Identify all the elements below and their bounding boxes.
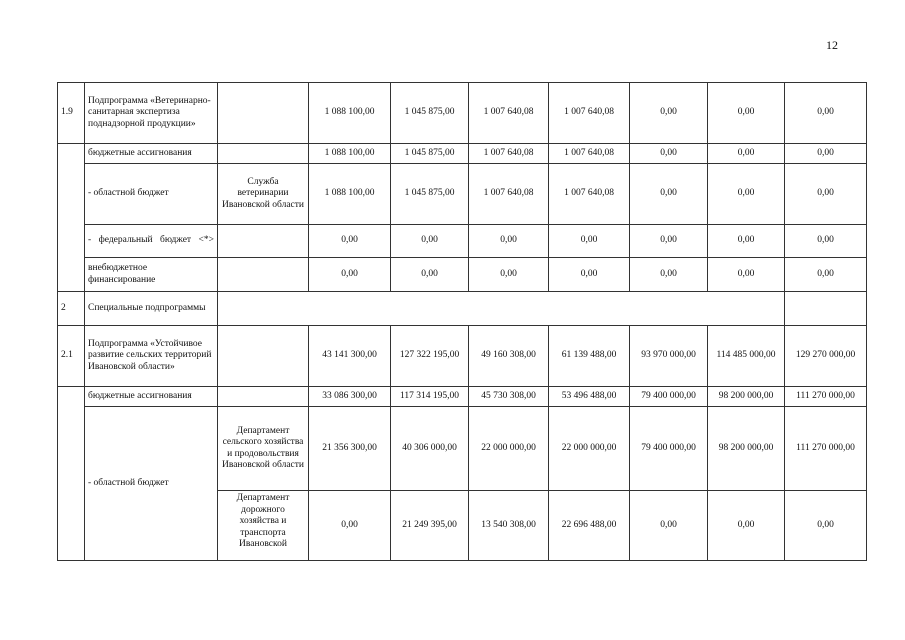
value-cell: 98 200 000,00	[708, 407, 785, 491]
table-row	[58, 164, 867, 225]
budget-table	[57, 82, 867, 561]
value-cell: 1 007 640,08	[549, 164, 630, 225]
row-name: - областной бюджет	[85, 164, 218, 225]
value-cell: 0,00	[309, 491, 391, 561]
value-cell: 1 007 640,08	[549, 144, 630, 164]
executor-text: Департамент дорожного хозяйства и транспорта Ивановской	[236, 493, 290, 549]
value-cell: 45 730 308,00	[469, 387, 549, 407]
table-row	[58, 407, 867, 491]
value-cell: 0,00	[785, 258, 867, 292]
row-code: 2	[58, 292, 85, 326]
value-cell: 0,00	[549, 258, 630, 292]
row-executor	[218, 387, 309, 407]
row-name: - федеральный бюджет <*>	[85, 225, 218, 258]
row-name: бюджетные ассигнования	[85, 387, 218, 407]
row-name: - областной бюджет	[85, 407, 218, 561]
value-cell: 53 496 488,00	[549, 387, 630, 407]
value-cell: 13 540 308,00	[469, 491, 549, 561]
value-cell: 21 356 300,00	[309, 407, 391, 491]
empty-cell	[785, 292, 867, 326]
value-cell: 117 314 195,00	[391, 387, 469, 407]
row-code	[58, 144, 85, 292]
value-cell: 0,00	[630, 83, 708, 144]
value-cell: 1 045 875,00	[391, 83, 469, 144]
value-cell: 22 000 000,00	[469, 407, 549, 491]
value-cell: 1 007 640,08	[469, 164, 549, 225]
value-cell: 0,00	[708, 491, 785, 561]
value-cell: 1 007 640,08	[469, 144, 549, 164]
value-cell: 111 270 000,00	[785, 387, 867, 407]
value-cell: 0,00	[785, 144, 867, 164]
value-cell: 1 088 100,00	[309, 144, 391, 164]
row-name: бюджетные ассигнования	[85, 144, 218, 164]
row-executor	[218, 258, 309, 292]
value-cell: 79 400 000,00	[630, 407, 708, 491]
table-row	[58, 326, 867, 387]
value-cell: 0,00	[391, 225, 469, 258]
table-row	[58, 292, 867, 326]
value-cell: 0,00	[708, 258, 785, 292]
value-cell: 0,00	[785, 491, 867, 561]
row-code: 1.9	[58, 83, 85, 144]
value-cell: 0,00	[630, 144, 708, 164]
row-name: Подпрограмма «Ветеринарно-санитарная экспертиза поднадзорной продукции»	[85, 83, 218, 144]
row-name: внебюджетное финансирование	[85, 258, 218, 292]
row-executor: Департамент сельского хозяйства и продовольствия Ивановской области	[218, 407, 309, 491]
value-cell: 111 270 000,00	[785, 407, 867, 491]
value-cell: 0,00	[309, 258, 391, 292]
value-cell: 0,00	[630, 164, 708, 225]
value-cell: 79 400 000,00	[630, 387, 708, 407]
value-cell: 49 160 308,00	[469, 326, 549, 387]
value-cell: 114 485 000,00	[708, 326, 785, 387]
value-cell: 43 141 300,00	[309, 326, 391, 387]
row-executor	[218, 83, 309, 144]
value-cell: 0,00	[708, 83, 785, 144]
value-cell: 33 086 300,00	[309, 387, 391, 407]
value-cell: 22 696 488,00	[549, 491, 630, 561]
value-cell: 0,00	[785, 83, 867, 144]
page-number: 12	[826, 38, 838, 52]
row-executor	[218, 225, 309, 258]
value-cell: 129 270 000,00	[785, 326, 867, 387]
value-cell: 22 000 000,00	[549, 407, 630, 491]
table-row	[58, 258, 867, 292]
value-cell: 93 970 000,00	[630, 326, 708, 387]
value-cell: 0,00	[785, 164, 867, 225]
value-cell: 127 322 195,00	[391, 326, 469, 387]
table-row	[58, 387, 867, 407]
value-cell: 0,00	[708, 225, 785, 258]
value-cell: 0,00	[708, 144, 785, 164]
row-executor: Служба ветеринарии Ивановской области	[218, 164, 309, 225]
value-cell: 0,00	[785, 225, 867, 258]
value-cell: 1 088 100,00	[309, 164, 391, 225]
empty-merged-cell	[218, 292, 785, 326]
table-row	[58, 225, 867, 258]
value-cell: 1 007 640,08	[549, 83, 630, 144]
value-cell: 40 306 000,00	[391, 407, 469, 491]
value-cell: 1 045 875,00	[391, 144, 469, 164]
value-cell: 61 139 488,00	[549, 326, 630, 387]
value-cell: 21 249 395,00	[391, 491, 469, 561]
value-cell: 0,00	[309, 225, 391, 258]
row-code	[58, 387, 85, 561]
row-executor	[218, 491, 309, 561]
value-cell: 0,00	[630, 491, 708, 561]
value-cell: 0,00	[630, 258, 708, 292]
value-cell: 0,00	[391, 258, 469, 292]
table-row	[58, 83, 867, 144]
value-cell: 0,00	[549, 225, 630, 258]
value-cell: 0,00	[708, 164, 785, 225]
value-cell: 1 088 100,00	[309, 83, 391, 144]
row-executor	[218, 144, 309, 164]
value-cell: 1 045 875,00	[391, 164, 469, 225]
value-cell: 0,00	[469, 258, 549, 292]
row-name: Специальные подпрограммы	[85, 292, 218, 326]
value-cell: 1 007 640,08	[469, 83, 549, 144]
value-cell: 98 200 000,00	[708, 387, 785, 407]
value-cell: 0,00	[469, 225, 549, 258]
row-name: Подпрограмма «Устойчивое развитие сельских территорий Ивановской области»	[85, 326, 218, 387]
table-row	[58, 144, 867, 164]
row-executor	[218, 326, 309, 387]
row-code: 2.1	[58, 326, 85, 387]
value-cell: 0,00	[630, 225, 708, 258]
